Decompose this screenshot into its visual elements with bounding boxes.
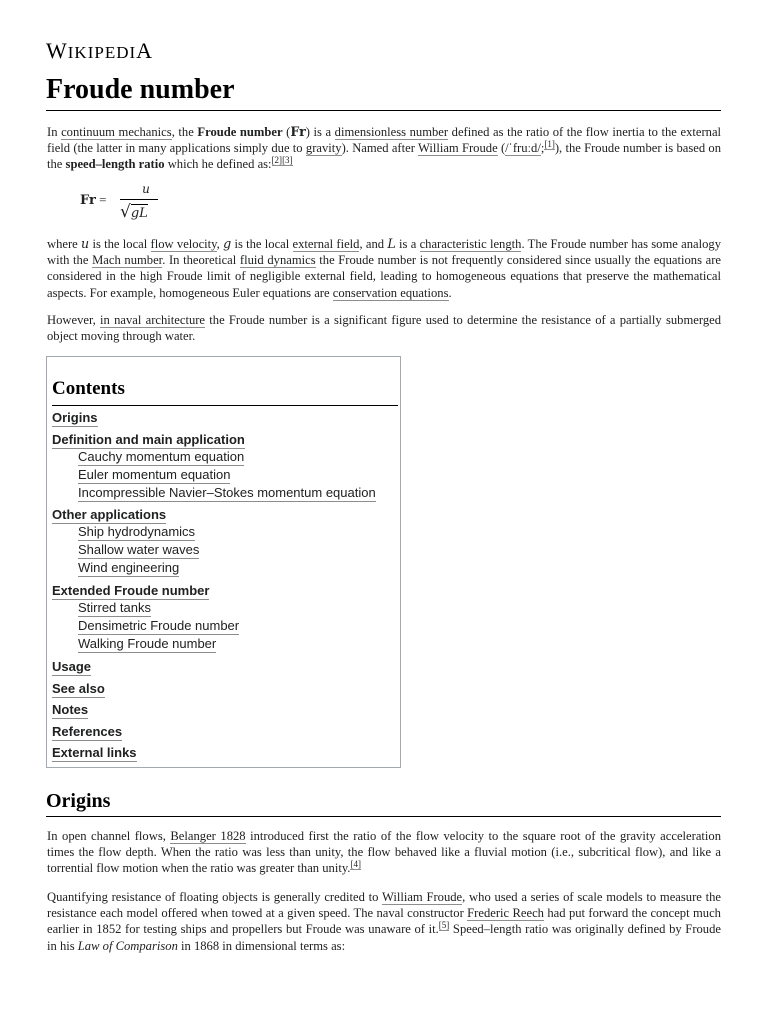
toc-title: Contents [52,375,398,406]
link-mach-number[interactable]: Mach number [92,253,163,268]
link-conservation-equations[interactable]: conservation equations [332,285,449,300]
toc-navier-stokes[interactable]: Incompressible Navier–Stokes momentum equation [78,485,376,500]
link-gravity[interactable]: gravity [305,141,342,156]
sqrt-icon: √ [120,202,131,222]
article-page: WIKIPEDIA Froude number In continuum mechanics, the Froude number (Fr) is a dimensionless number defined as the ratio of the flow inertia to the external field (the latter in many applications simply due to gravity). Named after William Froude (/ˈfruːd/;[1]), the Froude number is based on the speed–length ratio which he defined as:[2][3] Fr = u √gL where u is the local flow velocity, g is the local external field, and L is a characteristic length. The Froude number has some analogy with the Mach number. In theoretical fluid dynamics the Froude number is not frequently considered since usually the equations are considered in the high Froude limit of negligible external field, leading to homogeneous equations that preserve the mathematical aspects. For example, homogeneous Euler equations are conservation equations. However, in naval architecture the Froude number is a significant figure used to determine the resistance of a partially submerged object moving through water. Contents Origins Definition and main application Cauchy momentum equation Euler momentum equation Incompressible Navier–Stokes momentum equation Other applications Ship hydrodynamics Shallow water waves Wind engineering Extended Froude number Stirred tanks Densimetric Froude number Walking Froude number Usage See also Notes References External links Origins In open channel flows, Belanger 1828 introduced first the ratio of the flow velocity to the square root of the gravity acceleration times the flow depth. When the ratio was less than unity, the flow behaved like a fluvial motion (i.e., subcritical flow), and like a torrential flow motion when the ratio was greater than unity.[4] Quantifying resistance of floating objects is generally credited to William Froude, who used a series of scale models to measure the resistance each model offered when towed at a given speed. The naval constructor Frederic Reech had put forward the concept much earlier in 1852 for testing ships and propellers but Froude was unaware of it.[5] Speed–length ratio was originally defined by Froude in his Law of Comparison in 1868 in dimensional terms as: [46,38,722,953]
toc-see-also[interactable]: See also [52,681,105,696]
toc-ship-hydrodynamics[interactable]: Ship hydrodynamics [78,524,196,539]
link-dimensionless-number[interactable]: dimensionless number [334,125,449,139]
formula-denominator: gL [130,206,148,221]
intro-paragraph: In continuum mechanics, the Froude number (Fr) is a dimensionless number defined as the ratio of the flow inertia to the external field (the latter in many applications simply due to gravity). Named after William Froude (/ˈfruːd/;[1]), the Froude number is based on the speed–length ratio which he defined as:[2][3] [47,124,722,172]
formula-numerator: u [142,182,150,196]
ref-3[interactable]: [3] [282,155,293,166]
ref-5[interactable]: [5] [438,920,450,931]
link-william-froude-2[interactable]: William Froude [381,890,463,904]
link-characteristic-length[interactable]: characteristic length [419,237,522,251]
toc-definition[interactable]: Definition and main application [52,432,245,447]
table-of-contents [46,356,401,768]
toc-extended-froude[interactable]: Extended Froude number [52,583,210,598]
toc-origins[interactable]: Origins [52,410,98,425]
page-title: Froude number [46,72,721,111]
origins-paragraph-1: In open channel flows, Belanger 1828 introduced first the ratio of the flow velocity to the square root of the gravity acceleration times the flow depth. When the ratio was less than unity, the flow behaved like a fluvial motion (i.e., subcritical flow), and like a torrential flow motion when the ratio was greater than unity.[4] [47,829,721,876]
toc-densimetric[interactable]: Densimetric Froude number [78,618,240,633]
definition-paragraph: where u is the local flow velocity, g is the local external field, and L is a characteristic length. The Froude number has some analogy with the Mach number. In theoretical fluid dynamics the Froude number is not frequently considered since usually the equations are considered in the high Froude limit of negligible external field, leading to homogeneous equations that preserve the mathematical aspects. For example, homogeneous Euler equations are conservation equations. [47,236,722,300]
link-naval-architecture[interactable]: in naval architecture [100,313,206,327]
toc-wind-engineering[interactable]: Wind engineering [78,560,180,575]
toc-cauchy[interactable]: Cauchy momentum equation [78,449,245,464]
link-belanger-1828[interactable]: Belanger 1828 [170,829,246,843]
link-fluid-dynamics[interactable]: fluid dynamics [239,253,316,268]
toc-references[interactable]: References [52,724,123,739]
ref-2[interactable]: [2] [271,155,283,166]
naval-paragraph: However, in naval architecture the Froude number is a significant figure used to determine the resistance of a partially submerged object moving through water. [47,313,721,344]
wikipedia-logo[interactable]: WIKIPEDIA [46,38,154,63]
toc-stirred-tanks[interactable]: Stirred tanks [78,600,151,615]
link-pronunciation[interactable]: /ˈfruːd/ [505,141,541,156]
toc-external-links[interactable]: External links [52,745,137,760]
ref-1[interactable]: [1] [544,139,555,150]
link-continuum-mechanics[interactable]: continuum mechanics [61,125,172,139]
origins-paragraph-2: Quantifying resistance of floating objects is generally credited to William Froude, who used a series of scale models to measure the resistance each model offered when towed at a given speed. The naval constructor Frederic Reech had put forward the concept much earlier in 1852 for testing ships and propellers but Froude was unaware of it.[5] Speed–length ratio was originally defined by Froude in his Law of Comparison in 1868 in dimensional terms as: [47,890,721,953]
link-frederic-reech[interactable]: Frederic Reech [467,906,544,921]
toc-notes[interactable]: Notes [52,702,89,717]
link-external-field[interactable]: external field [292,237,360,251]
ref-4[interactable]: [4] [350,859,361,870]
toc-euler[interactable]: Euler momentum equation [78,467,231,482]
toc-other-applications[interactable]: Other applications [52,507,167,522]
toc-walking-froude[interactable]: Walking Froude number [78,636,217,651]
link-flow-velocity[interactable]: flow velocity [150,237,217,251]
toc-usage[interactable]: Usage [52,659,92,674]
link-william-froude[interactable]: William Froude [417,141,498,156]
section-heading-origins: Origins [46,788,721,817]
fraction-bar [120,199,158,200]
toc-shallow-water[interactable]: Shallow water waves [78,542,200,557]
